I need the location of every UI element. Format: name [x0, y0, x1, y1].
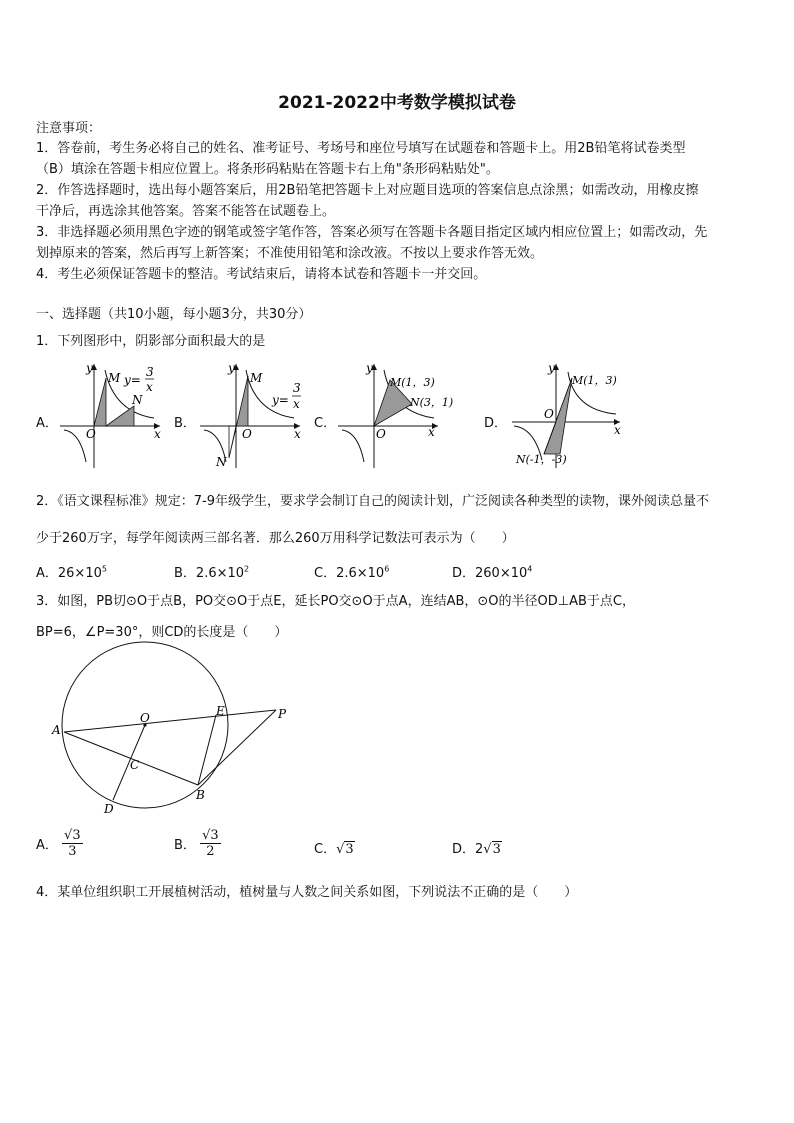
function-numerator: 3	[146, 365, 154, 379]
q2-option-a-exp: 5	[101, 564, 107, 574]
axis-x-label: x	[428, 425, 435, 439]
point-n-label: N(3，1)	[410, 396, 454, 409]
section-heading: 一、选择题（共10小题，每小题3分，共30分）	[36, 307, 312, 322]
q2-option-d-exp: 4	[527, 564, 533, 574]
function-denominator: x	[293, 397, 300, 411]
fraction-numerator: √3	[64, 828, 81, 843]
q1-option-d[interactable]: D．	[484, 416, 508, 431]
q2-option-a[interactable]	[36, 562, 107, 581]
function-numerator: 3	[293, 381, 301, 395]
q1-option-a[interactable]: A．	[36, 416, 58, 431]
point-n-label: N	[132, 393, 143, 407]
point-p-label: P	[278, 707, 287, 721]
point-e-label: E	[216, 704, 225, 718]
q2-stem-line2: 少于260万字，每学年阅读两三部名著．那么260万用科学记数法可表示为（ ）	[36, 531, 515, 546]
notice-heading: 注意事项：	[36, 121, 102, 136]
q2-option-c[interactable]	[314, 562, 389, 581]
q1-graph-b	[196, 360, 306, 472]
notice-line: 2．作答选择题时，选出每小题答案后，用2B铅笔把答题卡上对应题目选项的答案信息点涂黑；如需改动，用橡皮擦	[36, 183, 699, 198]
sqrt-symbol: √3	[483, 842, 501, 857]
q1-graph-d	[508, 360, 626, 472]
notice-line: （B）填涂在答题卡相应位置上。将条形码粘贴在答题卡右上角"条形码粘贴处"。	[36, 162, 499, 177]
q1-graph-a	[56, 360, 166, 472]
point-m-label: M	[250, 371, 263, 385]
point-m-label: M	[108, 371, 121, 385]
q1-graph-c	[334, 360, 454, 472]
notice-line: 3．非选择题必须用黑色字迹的钢笔或签字笔作答，答案必须写在答题卡各题目指定区域内相应位置上；如需改动，先	[36, 225, 708, 240]
function-denominator: x	[146, 380, 153, 394]
q3-option-b[interactable]	[174, 828, 221, 859]
q2-option-b-label: B．2.6×10	[174, 566, 245, 581]
point-o-label: O	[140, 711, 150, 725]
notice-line: 干净后，再选涂其他答案。答案不能答在试题卷上。	[36, 204, 336, 219]
page-title: 2021-2022中考数学模拟试卷	[278, 93, 516, 113]
origin-label: O	[376, 427, 386, 441]
q3-option-b-label: B．	[174, 838, 196, 853]
axis-y-label: y	[548, 361, 555, 375]
point-m-label: M(1，3)	[390, 376, 435, 389]
q4-stem: 4．某单位组织职工开展植树活动，植树量与人数之间关系如图，下列说法不正确的是（ ）	[36, 885, 578, 900]
q3-option-b-fraction	[200, 828, 221, 859]
q2-option-c-label: C．2.6×10	[314, 566, 385, 581]
q3-option-a[interactable]	[36, 828, 83, 859]
q1-option-b[interactable]: B．	[174, 416, 196, 431]
notice-line: 划掉原来的答案，然后再写上新答案；不准使用铅笔和涂改液。不按以上要求作答无效。	[36, 246, 544, 261]
origin-label: O	[86, 427, 96, 441]
q2-stem-line1: 2．《语文课程标准》规定：7-9年级学生，要求学会制订自己的阅读计划，广泛阅读各种类型的读物，课外阅读总量不	[36, 494, 710, 509]
q1-stem: 1．下列图形中，阴影部分面积最大的是	[36, 334, 266, 349]
axis-x-label: x	[294, 427, 301, 441]
axis-y-label: y	[86, 361, 93, 375]
q2-option-d-label: D．260×10	[452, 566, 528, 581]
axis-y-label: y	[366, 361, 373, 375]
point-m-label: M(1，3)	[572, 374, 617, 387]
q2-option-c-exp: 6	[384, 564, 390, 574]
point-a-label: A	[52, 723, 61, 737]
q3-option-c-label: C．	[314, 842, 337, 857]
q2-option-b-exp: 2	[244, 564, 250, 574]
fraction-numerator: √3	[202, 828, 219, 843]
q2-option-a-label: A．26×10	[36, 566, 102, 581]
q3-option-d[interactable]	[452, 838, 502, 857]
q2-option-d[interactable]	[452, 562, 532, 581]
fraction-denominator: 2	[206, 844, 215, 859]
q3-stem-line1: 3．如图，PB切⊙O于点B，PO交⊙O于点E，延长PO交⊙O于点A，连结AB，⊙O的半径OD⊥AB于点C，	[36, 594, 635, 609]
axis-y-label: y	[228, 361, 235, 375]
axis-x-label: x	[154, 427, 161, 441]
q3-option-a-label: A．	[36, 838, 58, 853]
sqrt-symbol: √3	[336, 842, 354, 857]
point-d-label: D	[104, 802, 114, 816]
q3-option-c[interactable]	[314, 838, 355, 857]
point-c-label: C	[130, 758, 140, 772]
q3-stem-line2: BP=6，∠P=30°，则CD的长度是（ ）	[36, 625, 288, 640]
point-b-label: B	[196, 788, 205, 802]
q3-option-a-fraction	[62, 828, 83, 859]
q2-option-b[interactable]	[174, 562, 249, 581]
q1-option-c[interactable]: C．	[314, 416, 337, 431]
notice-line: 1．答卷前，考生务必将自己的姓名、准考证号、考场号和座位号填写在试题卷和答题卡上。用2B铅笔将试卷类型	[36, 141, 686, 156]
q3-circle-figure	[50, 652, 300, 817]
q3-option-d-label: D．2	[452, 842, 484, 857]
origin-label: O	[242, 427, 252, 441]
function-y-label: y=	[272, 393, 289, 407]
point-n-label: N	[216, 455, 227, 469]
axis-x-label: x	[614, 423, 621, 437]
notice-line: 4．考生必须保证答题卡的整洁。考试结束后，请将本试卷和答题卡一并交回。	[36, 267, 487, 282]
sqrt-radicand: 3	[492, 842, 501, 857]
function-y-label: y=	[124, 373, 141, 387]
sqrt-radicand: 3	[345, 842, 354, 857]
origin-label: O	[544, 407, 554, 421]
point-n-label: N(-1，-3)	[516, 453, 567, 466]
fraction-denominator: 3	[68, 844, 77, 859]
